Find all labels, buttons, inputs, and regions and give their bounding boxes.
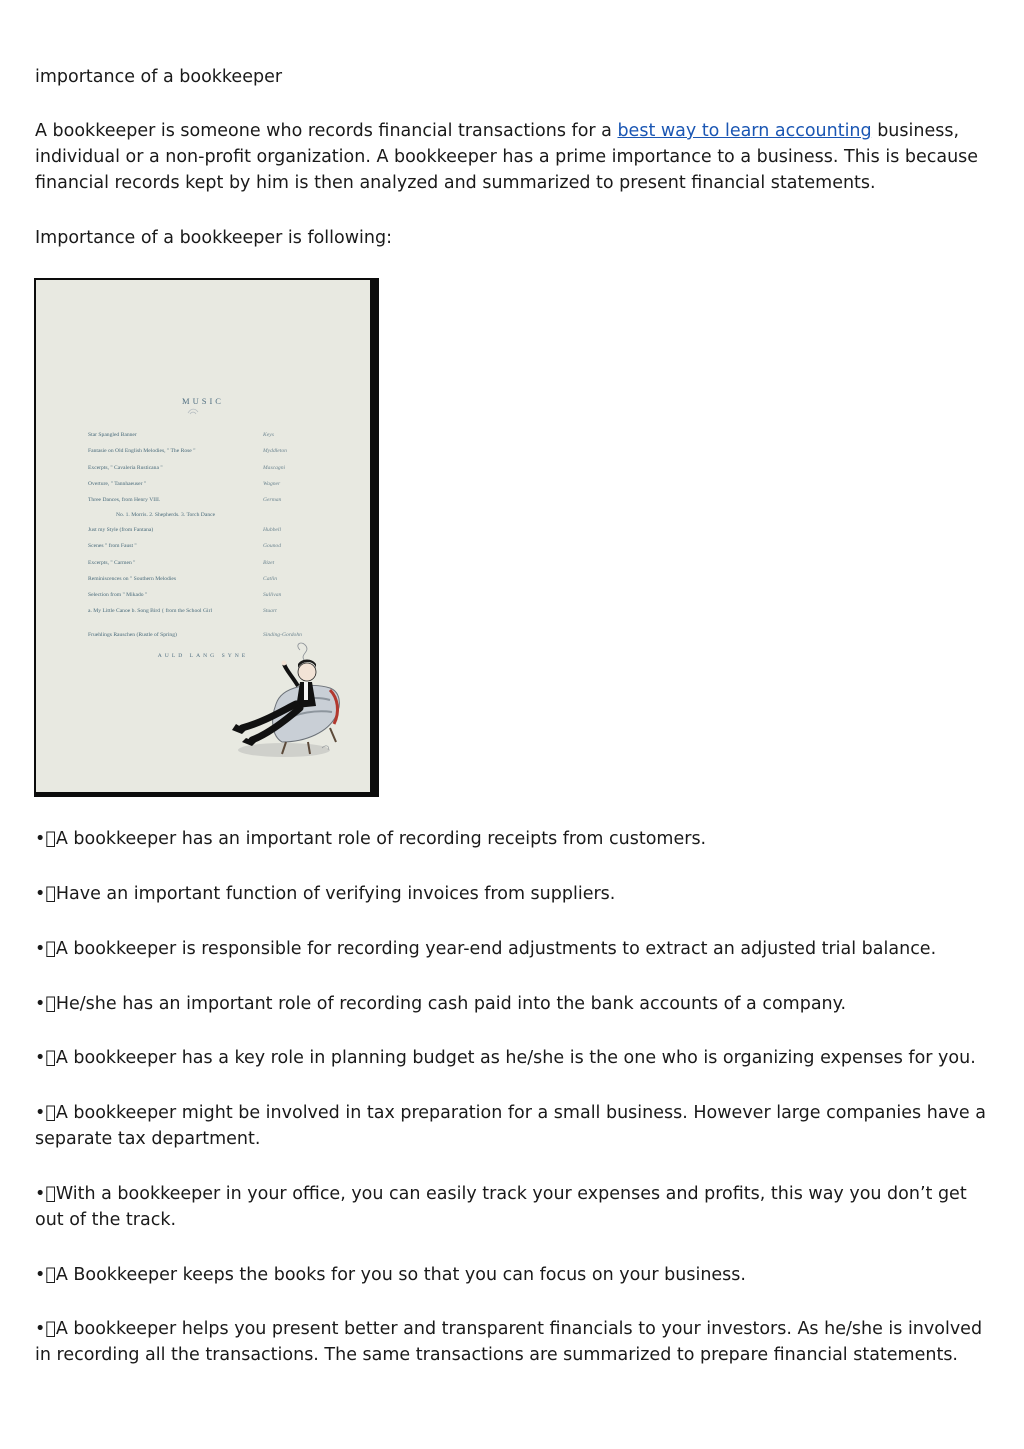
intro-paragraph [35, 118, 995, 196]
bullet-lead: • With [35, 1184, 96, 1204]
menu-composer: Wagner [263, 481, 281, 487]
menu-piece: Fantasie on Old English Melodies, " The Rose " [88, 448, 196, 454]
menu-row [88, 576, 318, 586]
menu-composer: Hubbell [263, 527, 282, 533]
ornament-icon [186, 406, 200, 416]
lead-sentence: Importance of a bookkeeper is following: [35, 228, 393, 248]
bullet-text: a bookkeeper in your office, you can easily track your expenses and profits, this way you don’t get out of the track. [35, 1184, 967, 1230]
intro-text-start: A bookkeeper is someone who records financial transactions for a [35, 121, 618, 141]
bullet-text: has an important role of recording cash paid into the bank accounts of a company. [122, 994, 847, 1014]
bullet-text: bookkeeper is responsible for recording year-end adjustments to extract an adjusted trial balance. [73, 939, 937, 959]
menu-piece: Fruehlings Rauschen (Rustle of Spring) [88, 632, 177, 638]
bullet-lead: • A [35, 939, 68, 959]
menu-piece: Just my Style (from Fantana) [88, 527, 154, 533]
menu-subline: No. 1. Morris. 2. Shepherds. 3. Torch Dance [116, 512, 216, 518]
bullet-lead: • He/she [35, 994, 117, 1014]
menu-composer: Gounod [263, 543, 282, 549]
menu-piece: Selection from " Mikado " [88, 592, 148, 598]
menu-piece: Excerpts, " Carmen " [88, 560, 136, 566]
menu-title: MUSIC [182, 396, 224, 406]
menu-composer: Mascagni [263, 465, 286, 471]
menu-card [36, 280, 370, 792]
bullet-lead: • A [35, 1319, 68, 1339]
menu-piece: Star Spangled Banner [88, 432, 137, 438]
bullet-text: bookkeeper has an important role of recording receipts from customers. [73, 829, 707, 849]
menu-row [88, 432, 318, 442]
menu-composer: Stuart [263, 608, 277, 614]
bullet-item [35, 1262, 995, 1288]
bullet-lead: • Have [35, 884, 101, 904]
bullet-item [35, 1181, 995, 1233]
menu-piece: a. My Little Canoe b. Song Bird { from the School Girl [88, 608, 213, 614]
menu-composer: Sinding-Gordohn [263, 632, 302, 638]
menu-composer: Sullivan [263, 592, 282, 598]
menu-row [88, 497, 318, 507]
bullet-text: bookkeeper helps you present better and transparent financials to your investors. As he/she is involved in recording all the transactions. The same transactions are summarized to prepare financial statements. [35, 1319, 983, 1365]
bullet-lead: • A [35, 1103, 68, 1123]
bullet-item [35, 991, 995, 1017]
bullet-item [35, 826, 995, 852]
bullet-lead: • A [35, 1265, 68, 1285]
menu-piece: Reminiscences on " Southern Melodies [88, 576, 177, 582]
bullet-text: an important function of verifying invoices from suppliers. [106, 884, 616, 904]
menu-piece: Scenes " from Faust " [88, 543, 137, 549]
bullet-item [35, 1045, 995, 1071]
menu-row [88, 527, 318, 537]
menu-footer: AULD LANG SYNE [157, 653, 249, 659]
bullet-item [35, 936, 995, 962]
bullet-text: bookkeeper might be involved in tax preparation for a small business. However large companies have a separate tax department. [35, 1103, 986, 1149]
intro-text-end: business, individual or a non-profit organization. A bookkeeper has a prime importance to a business. This is because financial records kept by him is then analyzed and summarized to present financial statements. [35, 121, 979, 193]
menu-row [88, 465, 318, 475]
menu-row [88, 632, 318, 642]
accounting-link[interactable]: best way to learn accounting [617, 121, 872, 141]
bullet-item [35, 1316, 995, 1368]
menu-row [88, 608, 318, 618]
menu-row [88, 481, 318, 491]
menu-piece: Overture, " Tannhaeuser " [88, 481, 147, 487]
menu-piece: Three Dances, from Henry VIII. [88, 497, 161, 503]
bullet-lead: • A [35, 1048, 68, 1068]
gentleman-illustration [212, 642, 348, 760]
music-menu-image [34, 278, 379, 797]
menu-composer: Catlin [263, 576, 277, 582]
bullet-text: bookkeeper has a key role in planning budget as he/she is the one who is organizing expenses for you. [73, 1048, 976, 1068]
menu-composer: German [263, 497, 282, 503]
menu-row [88, 560, 318, 570]
menu-piece: Excerpts, " Cavaleria Rusticana " [88, 465, 163, 471]
menu-composer: Myddleton [263, 448, 287, 454]
bullet-text: Bookkeeper keeps the books for you so that you can focus on your business. [73, 1265, 746, 1285]
bullet-item [35, 1100, 995, 1152]
menu-row [88, 448, 318, 458]
bullet-item [35, 881, 995, 907]
document-title: importance of a bookkeeper [35, 67, 283, 87]
menu-row [88, 592, 318, 602]
menu-composer: Bizet [263, 560, 275, 566]
menu-row [88, 543, 318, 553]
menu-composer: Keys [263, 432, 274, 438]
bullet-lead: • A [35, 829, 68, 849]
